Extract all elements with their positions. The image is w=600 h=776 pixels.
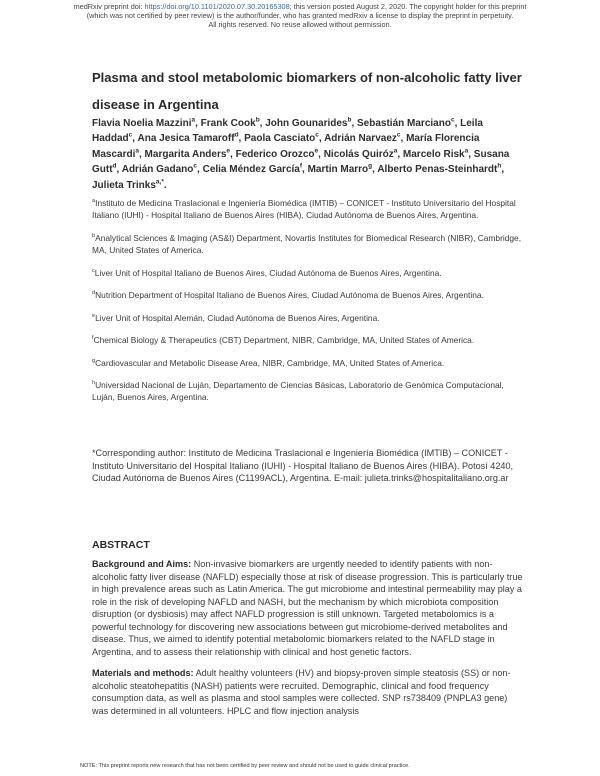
background-label: Background and Aims:: [92, 559, 192, 569]
abstract-background: [92, 558, 524, 658]
author-affiliation-mark: b: [347, 116, 352, 124]
author-name: Leila Haddad: [92, 118, 483, 145]
author-affiliation-mark: a,*: [155, 178, 164, 186]
author: [203, 164, 302, 175]
author: [324, 133, 400, 144]
affiliation-text: Liver Unit of Hospital Italiano de Buenos Aires, Ciudad Autónoma de Buenos Aires, Argentina.: [94, 267, 442, 278]
affiliation-text: Chemical Biology & Therapeutics (CBT) Department, NIBR, Cambridge, MA, United States of America.: [93, 335, 475, 346]
author-affiliation-mark: a: [464, 147, 469, 155]
affiliation: [92, 232, 524, 257]
author-name: Adrián Gadano: [121, 164, 194, 176]
author: [403, 149, 468, 160]
author-affiliation-mark: c: [315, 132, 319, 140]
author-affiliation-mark: e: [314, 147, 319, 155]
affiliation-text: Analytical Sciences & Imaging (AS&I) Department, Novartis Institutes for Biomedical Research (NIBR), Cambridge, MA, United States of America.: [92, 232, 522, 256]
doi-link[interactable]: https://doi.org/10.1101/2020.07.30.20165308: [144, 2, 290, 11]
author-name: Flavia Noelia Mazzini: [92, 118, 192, 129]
author-affiliation-mark: d: [112, 162, 117, 170]
affiliation: [92, 197, 524, 222]
author-affiliation-mark: c: [128, 132, 133, 140]
author-name: Susana Gutt: [92, 148, 510, 176]
author-name: Nicolás Quiróz: [323, 148, 394, 160]
author-name: Martin Marro: [307, 164, 369, 176]
affiliation-mark: c: [92, 267, 95, 274]
author: [377, 164, 501, 175]
author-name: Federico Orozco: [235, 148, 315, 160]
header-suffix: ; this version posted August 2, 2020. The copyright holder for this preprint: [289, 2, 527, 11]
affiliation-mark: a: [92, 198, 96, 205]
author-name: Sebastián Marciano: [357, 118, 451, 129]
affiliation: [92, 312, 524, 324]
preprint-header: [40, 2, 560, 29]
affiliation-mark: h: [92, 380, 96, 387]
author-name: Marcelo Risk: [402, 148, 465, 160]
author-affiliation-mark: h: [497, 162, 502, 170]
author: [137, 133, 238, 144]
author-affiliation-mark: e: [226, 147, 231, 155]
author-affiliation-mark: c: [396, 132, 401, 140]
affiliation-list: [92, 197, 524, 414]
methods-label: Materials and methods:: [92, 668, 194, 678]
author-name: Margarita Anders: [144, 148, 227, 160]
affiliation-mark: b: [92, 232, 96, 239]
author: [244, 133, 319, 144]
author: [201, 118, 260, 129]
abstract-methods: [92, 667, 524, 717]
affiliation: [92, 289, 524, 301]
author-affiliation-mark: d: [234, 132, 239, 140]
author-name: Ana Jesica Tamaroff: [137, 133, 235, 145]
author-name: Julieta Trinks: [92, 179, 156, 191]
author: [265, 118, 351, 129]
background-text: Non-invasive biomarkers are urgently needed to identify patients with non-alcoholic fatty liver disease (NAFLD) especially those at risk of disease progression. This is particularly true in high prevalence areas such as Latin America. The gut microbiome and intestinal permeability may play a role in the risk of developing NAFLD and NASH, but the mechanism by which microbiota composition disruption (or dysbiosis) may affect NAFLD progression is still unknown. Targeted metabolomics is a powerful technology for discovering new associations between gut microbiome-derived metabolites and disease. Thus, we aimed to identify potential metabolomic biomarkers related to the NAFLD stage in Argentina, and to assess their relationship with clinical and host genetic factors.: [92, 559, 523, 657]
affiliation: [92, 357, 524, 369]
corresponding-author: *Corresponding author: Instituto de Medicina Traslacional e Ingeniería Biomédica (IMTIB) – CONICET - Instituto Universitario del Hospital Italiano (IUHI) - Hospital Italiano de Buenos Aires (HIBA). Potosí 4240, Ciudad Autónoma de Buenos Aires (C1199ACL), Argentina. E-mail: julieta.trinks@hospitalitaliano.org.ar: [92, 448, 514, 483]
affiliation: [92, 267, 524, 279]
header-line-3: All rights reserved. No reuse allowed without permission.: [208, 20, 392, 29]
abstract-heading: ABSTRACT: [92, 539, 150, 551]
author-name: John Gounarides: [265, 118, 348, 129]
affiliation-mark: e: [92, 312, 96, 319]
affiliation-text: Universidad Nacional de Luján, Departamento de Ciencias Básicas, Laboratorio de Genómica Computacional, Luján, Buenos Aires, Argentina.: [92, 379, 504, 403]
header-line-2: (which was not certified by peer review) is the author/funder, who has granted medRxiv a license to display the preprint in perpetuity.: [86, 11, 514, 20]
footer-note: NOTE: This preprint reports new research that has not been certified by peer review and should not be used to guide clinical practice.: [80, 763, 410, 769]
author: [236, 149, 319, 160]
author-affiliation-mark: a: [191, 116, 196, 124]
header-line-1: [40, 2, 560, 11]
paper-title: Plasma and stool metabolomic biomarkers of non-alcoholic fatty liver disease in Argentina: [92, 70, 522, 112]
author-name: Frank Cook: [200, 118, 256, 129]
author-affiliation-mark: c: [193, 162, 198, 170]
author: [145, 149, 231, 160]
affiliation-mark: f: [92, 335, 94, 342]
affiliation-text: Nutrition Department of Hospital Italiano de Buenos Aires, Ciudad Autónoma de Buenos Aires, Argentina.: [95, 290, 484, 301]
affiliation: [92, 334, 524, 346]
author: [122, 164, 197, 175]
affiliation-text: Instituto de Medicina Traslacional e Ingeniería Biomédica (IMTIB) – CONICET - Instituto Universitario del Hospital Italiano (IUHI) - Hospital Italiano de Buenos Aires (HIBA), Ciudad Autónoma de Buenos Aires, Argentina.: [92, 198, 516, 221]
author-affiliation-mark: c: [450, 116, 455, 124]
author-name: Alberto Penas-Steinhardt: [377, 164, 498, 176]
author-affiliation-mark: b: [255, 116, 260, 124]
author: [324, 149, 398, 160]
abstract-body: [92, 558, 524, 726]
author: [357, 118, 455, 129]
author: [92, 118, 195, 129]
header-prefix: medRxiv preprint doi:: [73, 2, 145, 11]
methods-text: Adult healthy volunteers (HV) and biopsy-proven simple steatosis (SS) or non-alcoholic steatohepatitis (NASH) patients were recruited. Demographic, clinical and food frequency consumption data, as well as plasma and stool samples were collected. SNP rs738409 (PNPLA3 gene) was determined in all volunteers. HPLC and flow injection analysis: [92, 668, 511, 716]
author-affiliation-mark: a: [135, 147, 139, 155]
author: [308, 164, 373, 175]
affiliation-text: Liver Unit of Hospital Alemán, Ciudad Autónoma de Buenos Aires, Argentina.: [95, 312, 380, 323]
author-name: Paola Casciato: [244, 133, 316, 145]
author-affiliation-mark: a: [393, 147, 398, 155]
affiliation-text: Cardiovascular and Metabolic Disease Area, NIBR, Cambridge, MA, United States of America.: [95, 357, 445, 368]
author-name: Adrián Narvaez: [324, 133, 397, 145]
author-affiliation-mark: g: [368, 162, 373, 170]
affiliation-mark: d: [92, 290, 96, 297]
author-list: Flavia Noelia Mazzini$^a$, Frank Cook$^b$, John Gounarides$^b$, Sebastián Marciano$^c$, Leila Haddad$^c$, Ana Jesica Tamaroff$^d$, Paola Casciato$^c$, Adrián Narvaez$^c$, María Florencia Mascardi$^a$, Margarita Anders$^e$, Federico Orozco$^e$, Nicolás Quiróz$^a$, Marcelo Risk$^a$, Susana Gutt$^d$, Adrián Gadano$^c$, Celia Méndez García$^f$, Martin Marro$^g$, Alberto Penas-Steinhardt$^h$, Julieta Trinks$^{a,*}$.: [92, 116, 510, 191]
author-affiliation-mark: f: [299, 162, 303, 170]
author-name: María Florencia Mascardi: [92, 133, 480, 160]
author-name: Celia Méndez García: [202, 164, 300, 176]
author: [92, 180, 164, 191]
affiliation: [92, 379, 524, 404]
affiliation-mark: g: [92, 357, 96, 364]
